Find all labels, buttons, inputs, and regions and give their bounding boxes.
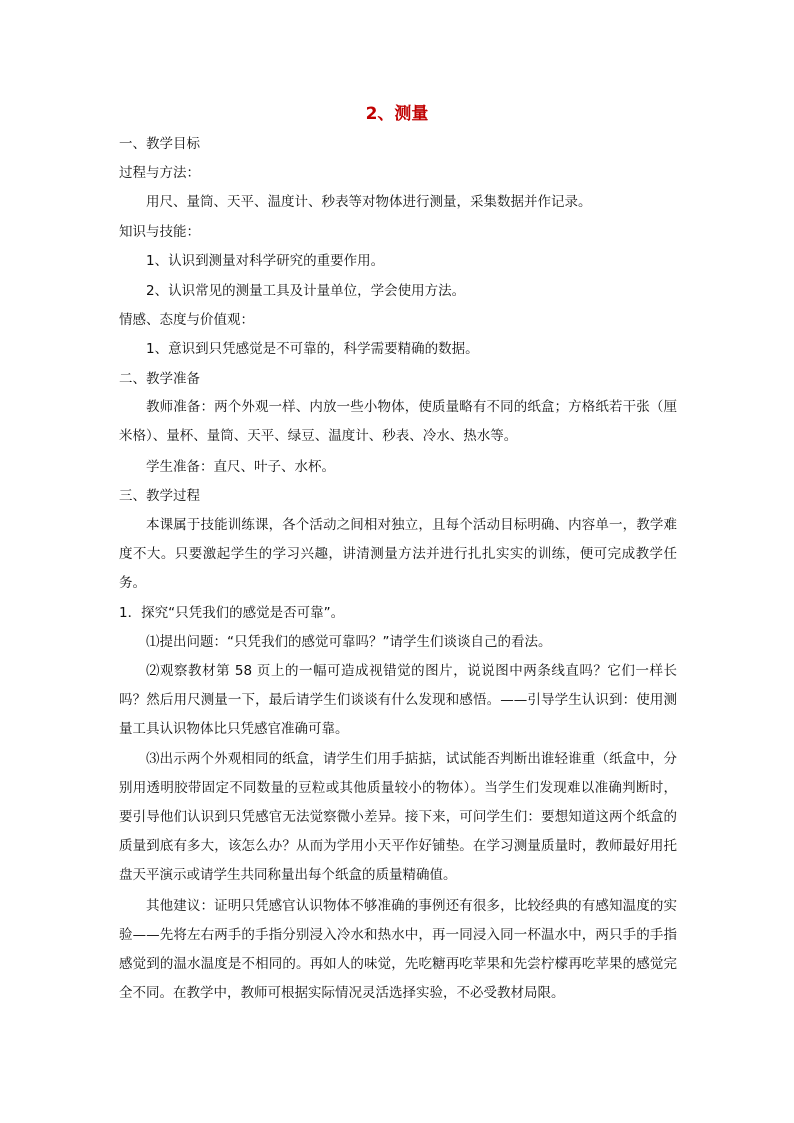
teacher-prep-paragraph: 教师准备：两个外观一样、内放一些小物体，使质量略有不同的纸盒；方格纸若干张（厘米格）、量杯、量筒、天平、绿豆、温度计、秒表、冷水、热水等。 — [119, 399, 677, 444]
step-1-item-2: ⑵观察教材第 58 页上的一幅可造成视错觉的图片，说说图中两条线直吗？它们一样长吗？然后用尺测量一下，最后请学生们谈谈有什么发现和感悟。——引导学生认识到：使用测量工具认识物体比只凭感官准确可靠。 — [119, 663, 677, 737]
knowledge-item-2: 2、认识常见的测量工具及计量单位，学会使用方法。 — [146, 283, 466, 299]
emotion-label: 情感、态度与价值观： — [119, 312, 254, 328]
knowledge-skill-label: 知识与技能： — [119, 224, 200, 240]
step-1-item-1: ⑴提出问题：“只凭我们的感觉可靠吗？”请学生们谈谈自己的看法。 — [146, 634, 552, 650]
process-method-label: 过程与方法： — [119, 165, 200, 181]
preparation-heading: 二、教学准备 — [119, 371, 200, 387]
emotion-item-1: 1、意识到只凭感觉是不可靠的，科学需要精确的数据。 — [146, 341, 479, 357]
objectives-heading: 一、教学目标 — [119, 136, 200, 152]
step-1-heading: 1．探究“只凭我们的感觉是否可靠”。 — [119, 605, 345, 621]
process-method-text: 用尺、量筒、天平、温度计、秒表等对物体进行测量，采集数据并作记录。 — [146, 194, 592, 210]
procedure-intro-paragraph: 本课属于技能训练课，各个活动之间相对独立，且每个活动目标明确、内容单一，教学难度不大。只要激起学生的学习兴趣，讲清测量方法并进行扎扎实实的训练，便可完成教学任务。 — [119, 517, 677, 591]
step-1-item-3: ⑶出示两个外观相同的纸盒，请学生们用手掂掂，试试能否判断出谁轻谁重（纸盒中，分别用透明胶带固定不同数量的豆粒或其他质量较小的物体）。当学生们发现难以准确判断时，要引导他们认识到只凭感官无法觉察微小差异。接下来，可问学生们：要想知道这两个纸盒的质量到底有多大，该怎么办？从而为学用小天平作好铺垫。在学习测量质量时，教师最好用托盘天平演示或请学生共同称量出每个纸盒的质量精确值。 — [119, 751, 677, 883]
student-prep-paragraph: 学生准备：直尺、叶子、水杯。 — [146, 459, 335, 475]
knowledge-item-1: 1、认识到测量对科学研究的重要作用。 — [146, 253, 385, 269]
procedure-heading: 三、教学过程 — [119, 488, 200, 504]
other-suggestion-paragraph: 其他建议：证明只凭感官认识物体不够准确的事例还有很多，比较经典的有感知温度的实验——先将左右两手的手指分别浸入冷水和热水中，再一同浸入同一杯温水中，两只手的手指感觉到的温水温度是不相同的。再如人的味觉，先吃糖再吃苹果和先尝柠檬再吃苹果的感觉完全不同。在教学中，教师可根据实际情况灵活选择实验，不必受教材局限。 — [119, 898, 677, 1001]
page-title: 2、测量 — [365, 104, 429, 124]
